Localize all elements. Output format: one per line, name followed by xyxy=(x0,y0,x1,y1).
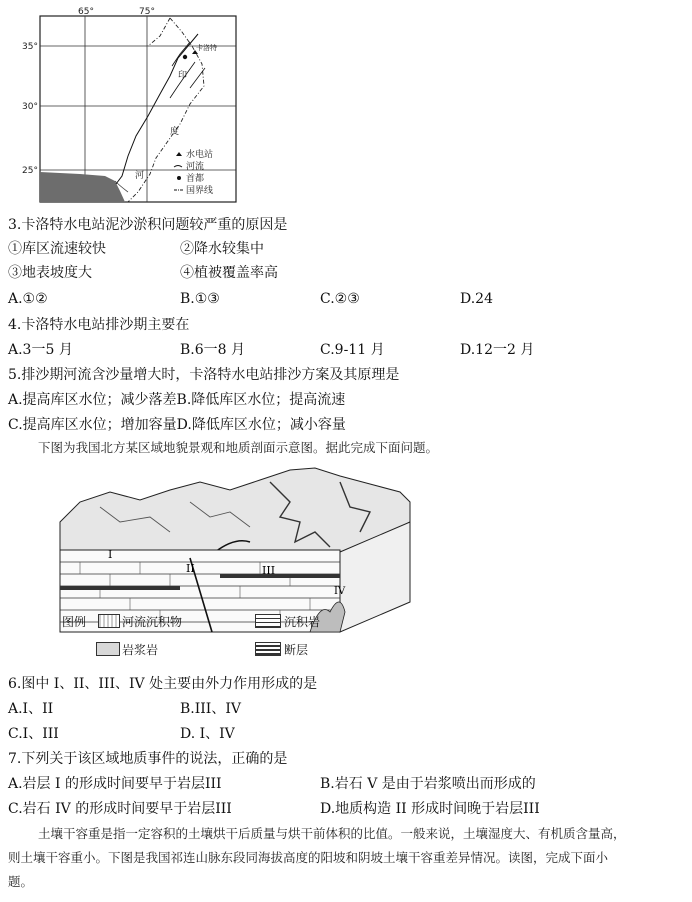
legend-river-sediment: 河流沉积物 xyxy=(122,615,183,629)
q4-stem: 4.卡洛特水电站排沙期主要在 xyxy=(8,317,190,333)
q3-choice-a: A.①② xyxy=(8,291,48,307)
legend-river: 河流 xyxy=(186,162,205,172)
q6-choice-a: A.I、II xyxy=(8,701,54,717)
q4-choice-c: C.9-11 月 xyxy=(320,342,385,358)
intro-soil-line1: 土壤干容重是指一定容积的土壤烘干后质量与烘干前体积的比值。一般来说，土壤湿度大、有机质含量高， xyxy=(38,826,626,841)
place-label-yin: 印 xyxy=(178,71,188,81)
q3-choice-b: B.①③ xyxy=(180,291,220,307)
q3-stem: 3.卡洛特水电站泥沙淤积问题较严重的原因是 xyxy=(8,217,288,233)
legend-igneous: 岩浆岩 xyxy=(122,643,159,657)
label-II: II xyxy=(186,562,195,575)
india-river-map xyxy=(20,6,240,206)
lon-label-75: 75° xyxy=(139,7,155,17)
q4-choice-a: A.3一5 月 xyxy=(8,342,73,358)
place-label-he: 河 xyxy=(135,171,145,181)
intro-geology: 下图为我国北方某区域地貌景观和地质剖面示意图。据此完成下面问题。 xyxy=(38,440,439,455)
q4-choice-d: D.12一2 月 xyxy=(460,342,535,358)
legend-hydropower: 水电站 xyxy=(186,150,214,160)
place-label-karot: 卡洛特 xyxy=(196,44,217,52)
legend-title: 图例 xyxy=(62,615,87,629)
lat-label-35: 35° xyxy=(22,42,38,52)
q7-choice-a: A.岩层 I 的形成时间要早于岩层III xyxy=(8,776,222,792)
intro-soil-line2: 则土壤干容重小。下图是我国祁连山脉东段同海拔高度的阳坡和阴坡土壤干容重差异情况。读图，完成下面小 xyxy=(8,850,609,865)
label-IV: IV xyxy=(334,586,346,597)
legend-sedimentary: 沉积岩 xyxy=(284,615,321,629)
q6-choice-d: D. I、IV xyxy=(180,726,235,742)
q7-choice-c: C.岩石 IV 的形成时间要早于岩层III xyxy=(8,801,232,817)
intro-soil-line3: 题。 xyxy=(8,874,34,889)
label-I: I xyxy=(108,548,113,561)
geology-block-diagram xyxy=(40,462,420,667)
q7-choice-d: D.地质构造 II 形成时间晚于岩层III xyxy=(320,801,540,817)
legend-swatch-igneous xyxy=(96,642,120,656)
q5-choices-ab: A.提高库区水位；减少落差B.降低库区水位；提高流速 xyxy=(8,392,346,408)
legend-capital: 首都 xyxy=(186,174,205,184)
place-label-du: 度 xyxy=(170,127,180,137)
legend-swatch-sedimentary xyxy=(255,614,281,628)
legend-fault: 断层 xyxy=(284,643,309,657)
legend-swatch-fault xyxy=(255,642,281,656)
lat-label-30: 30° xyxy=(22,102,38,112)
q5-choices-cd: C.提高库区水位；增加容量D.降低库区水位；减小容量 xyxy=(8,417,346,433)
lat-label-25: 25° xyxy=(22,166,38,176)
q3-option-4: ④植被覆盖率高 xyxy=(180,265,278,281)
q3-option-2: ②降水较集中 xyxy=(180,241,264,257)
q3-option-3: ③地表坡度大 xyxy=(8,265,92,281)
q7-choice-b: B.岩石 V 是由于岩浆喷出而形成的 xyxy=(320,776,536,792)
q5-stem: 5.排沙期河流含沙量增大时，卡洛特水电站排沙方案及其原理是 xyxy=(8,367,400,383)
legend-swatch-river-sediment xyxy=(98,614,120,628)
q3-choice-d: D.24 xyxy=(460,291,493,307)
q4-choice-b: B.6一8 月 xyxy=(180,342,246,358)
q3-option-1: ①库区流速较快 xyxy=(8,241,106,257)
legend-border: 国界线 xyxy=(186,186,214,196)
q3-choice-c: C.②③ xyxy=(320,291,360,307)
q6-choice-c: C.I、III xyxy=(8,726,59,742)
q6-choice-b: B.III、IV xyxy=(180,701,241,717)
q7-stem: 7.下列关于该区域地质事件的说法，正确的是 xyxy=(8,751,288,767)
q6-stem: 6.图中 I、II、III、IV 处主要由外力作用形成的是 xyxy=(8,676,318,692)
capital-marker xyxy=(183,55,187,59)
label-III: III xyxy=(262,564,276,577)
lon-label-65: 65° xyxy=(78,7,94,17)
